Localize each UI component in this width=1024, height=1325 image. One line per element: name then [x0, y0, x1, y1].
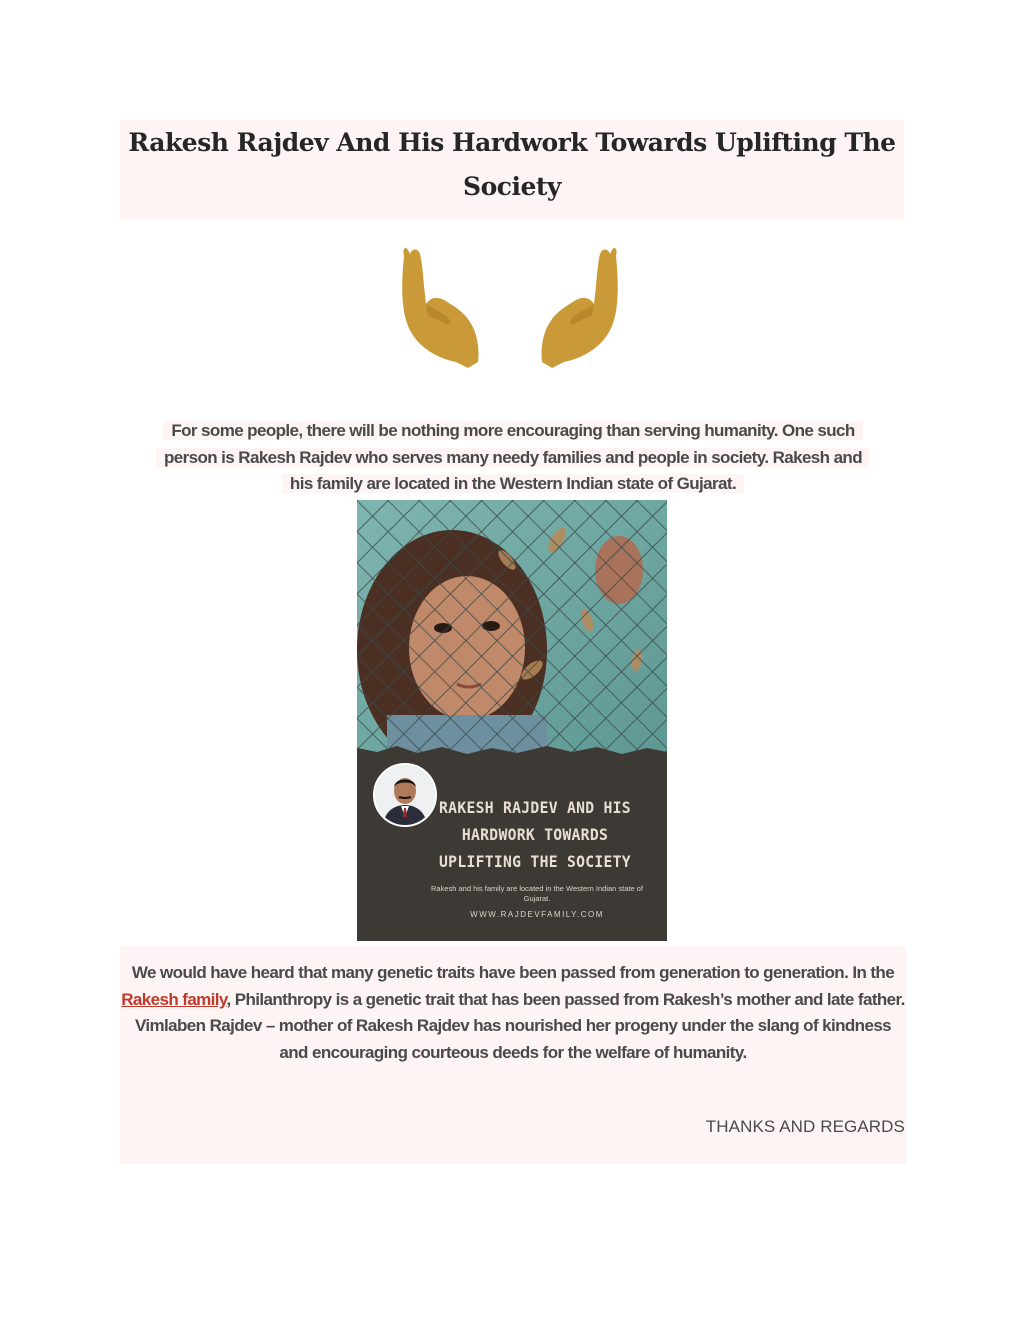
rakesh-family-link[interactable]: Rakesh family: [121, 989, 227, 1009]
closing-text: THANKS AND REGARDS: [705, 1117, 905, 1136]
body-text: , Philanthropy is a genetic trait that has been passed from Rakesh’s mother and late father. Vimlaben Rajdev – mother of Rakesh Rajdev has nourished her progeny under the slang of kindness and encouraging courteous deeds for the welfare of humanity.: [134, 989, 905, 1063]
intro-line: his family are located in the Western Indian state of Gujarat.: [282, 474, 744, 493]
page-title: Rakesh Rajdev And His Hardwork Towards Uplifting The Society: [128, 128, 896, 201]
child-behind-fence-photo: [357, 500, 667, 760]
poster-description: Rakesh and his family are located in the Western Indian state of Gujarat.: [430, 884, 644, 903]
body-paragraph: [120, 960, 906, 1067]
helping-hands-icon: [396, 246, 624, 370]
poster-title: RAKESH RAJDEV AND HIS HARDWORK TOWARDS UPLIFTING THE SOCIETY: [439, 798, 631, 871]
body-text: We would have heard that many genetic traits have been passed from generation to generation. In the: [131, 963, 895, 982]
poster-url: WWW.RAJDEVFAMILY.COM: [470, 910, 604, 919]
intro-paragraph: [120, 418, 906, 498]
intro-line: For some people, there will be nothing more encouraging than serving humanity. One such: [163, 421, 862, 440]
poster-image: [357, 500, 667, 941]
title-section: [120, 120, 904, 219]
intro-line: person is Rakesh Rajdev who serves many needy families and people in society. Rakesh and: [156, 448, 870, 467]
body-section: [120, 946, 906, 1164]
